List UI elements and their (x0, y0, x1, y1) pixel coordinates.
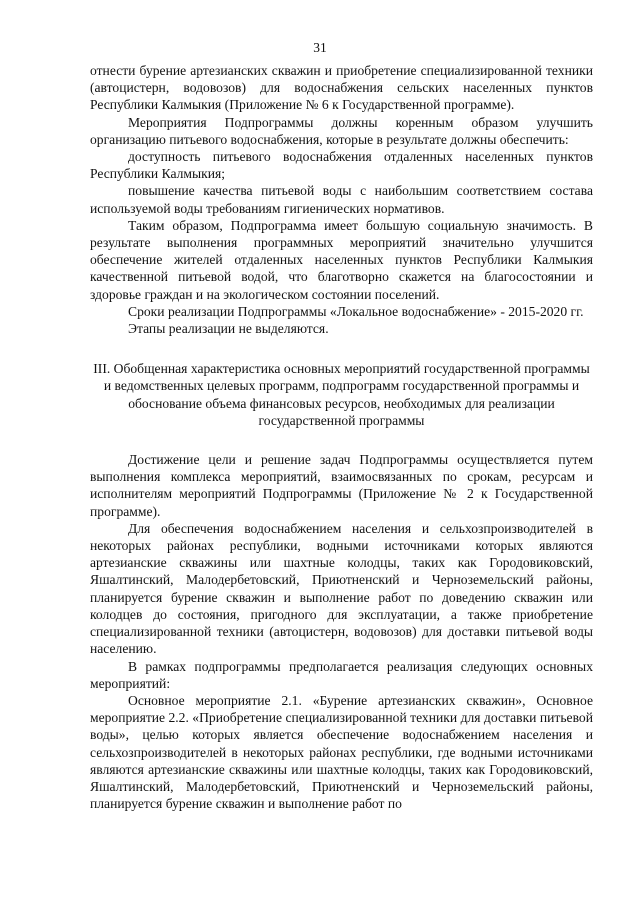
paragraph: Достижение цели и решение задач Подпрограммы осуществляется путем выполнения комплекса мероприятий, взаимосвязанных по срокам, ресурсам и исполнителям мероприятий Подпрограммы (Приложение № 2 к Государственной программе). (90, 452, 593, 519)
document-body (90, 62, 593, 812)
paragraph: В рамках подпрограммы предполагается реализация следующих основных мероприятий: (90, 658, 593, 691)
paragraph: отнести бурение артезианских скважин и приобретение специализированной техники (автоцистерн, водовозов) для водоснабжения сельских населенных пунктов Республики Калмыкия (Приложение № 6 к Государственной программе). (90, 63, 593, 113)
section-heading: III. Обобщенная характеристика основных мероприятий государственной программы и ведомственных целевых программ, подпрограмм государственной программы и обоснование объема финансовых ресурсов, необходимых для реализации государственной программы (93, 361, 590, 428)
page-number: 31 (313, 40, 327, 55)
paragraph: Мероприятия Подпрограммы должны коренным образом улучшить организацию питьевого водоснабжения, которые в результате должны обеспечить: (90, 114, 593, 147)
paragraph: Этапы реализации не выделяются. (128, 321, 329, 337)
paragraph: повышение качества питьевой воды с наибольшим соответствием состава используемой воды требованиям гигиенических нормативов. (90, 183, 593, 216)
paragraph: Для обеспечения водоснабжением населения и сельхозпроизводителей в некоторых районах республики, водными источниками которых являются артезианские скважины или шахтные колодцы, таких как Городовиковский, Яшалтинский, Малодербетовский, Приютненский и Черноземельский районы, планируется бурение скважин и выполнение работ по доведению скважин или колодцев до состояния, пригодного для эксплуатации, а также приобретение специализированной техники (автоцистерн, водовозов) для доставки питьевой воды населению. (90, 520, 593, 657)
paragraph: Основное мероприятие 2.1. «Бурение артезианских скважин», Основное мероприятие 2.2. «Приобретение специализированной техники для доставки питьевой воды», целью которых является обеспечение водоснабжением населения и сельхозпроизводителей в некоторых районах республики, где водными источниками являются артезианские скважины или шахтные колодцы, таких как Городовиковский, Яшалтинский, Малодербетовский, Приютненский и Черноземельский районы, планируется бурение скважин и выполнение работ по (90, 692, 593, 812)
paragraph: Сроки реализации Подпрограммы «Локальное водоснабжение» - 2015-2020 гг. (128, 303, 584, 319)
paragraph: Таким образом, Подпрограмма имеет большую социальную значимость. В результате выполнения программных мероприятий значительно улучшится обеспечение жителей отдаленных населенных пунктов Республики Калмыкия качественной питьевой водой, что благотворно скажется на благосостоянии и здоровье граждан и на экологическом состоянии поселений. (90, 217, 593, 302)
paragraph: доступность питьевого водоснабжения отдаленных населенных пунктов Республики Калмыкия; (90, 149, 593, 182)
